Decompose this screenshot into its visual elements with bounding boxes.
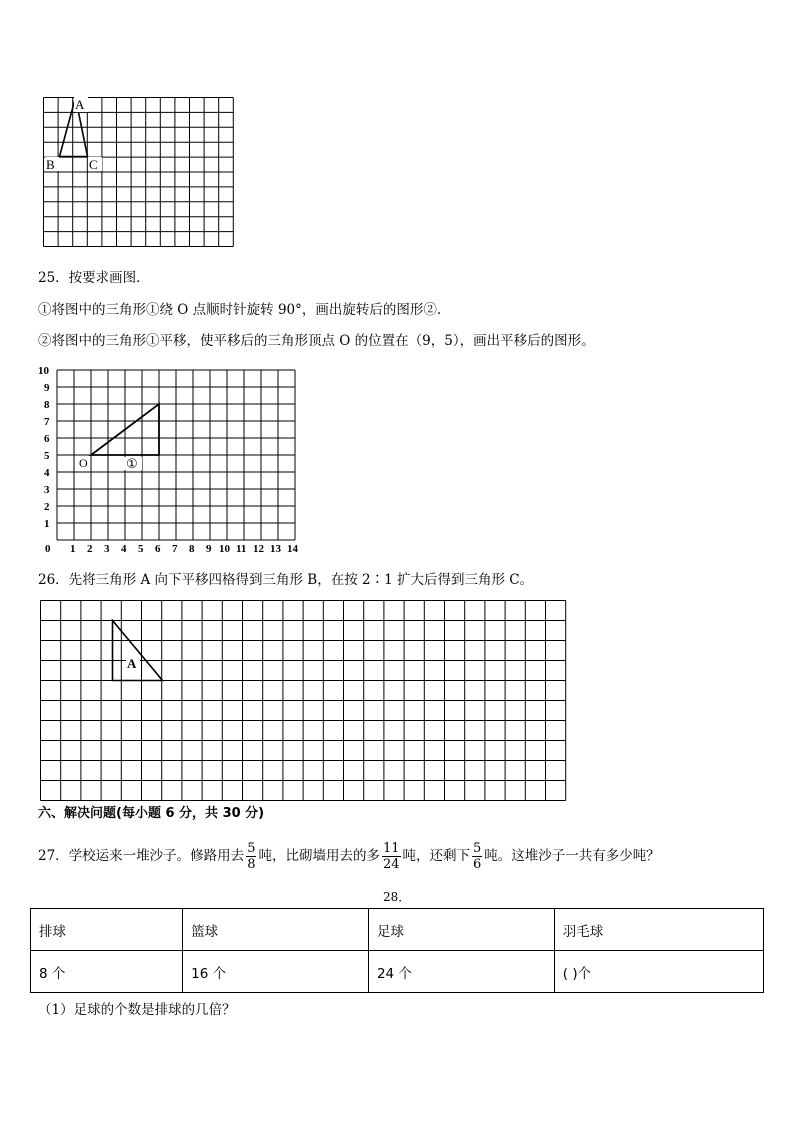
y-tick-label: 7 — [44, 416, 50, 428]
y-tick-label: 4 — [44, 467, 50, 479]
vertex-label-a: A — [75, 97, 85, 112]
fraction-5-6-denominator: 6 — [473, 857, 482, 872]
y-tick-label: 6 — [44, 433, 50, 445]
x-tick-label: 2 — [87, 543, 93, 555]
header-basketball: 篮球 — [183, 909, 369, 951]
y-tick-label: 10 — [38, 365, 49, 377]
table-header-row — [31, 909, 764, 951]
x-tick-label: 9 — [206, 543, 212, 555]
header-football: 足球 — [368, 909, 554, 951]
triangle-a — [113, 621, 163, 681]
point-o-label: O — [79, 456, 88, 470]
fraction-5-8 — [246, 841, 256, 872]
value-football: 24 个 — [368, 951, 554, 993]
x-tick-label: 7 — [172, 543, 178, 555]
q27-part3: 吨，还剩下 — [402, 848, 471, 864]
fraction-5-8-numerator: 5 — [247, 841, 256, 856]
q27-part1: 27．学校运来一堆沙子。修路用去 — [38, 848, 245, 864]
header-volleyball: 排球 — [31, 909, 183, 951]
value-volleyball: 8 个 — [31, 951, 183, 993]
fraction-11-24-numerator: 11 — [382, 841, 400, 856]
q25-title: 25．按要求画图． — [38, 270, 150, 286]
fraction-11-24 — [382, 841, 401, 872]
x-tick-label: 10 — [219, 543, 230, 555]
x-tick-label: 4 — [121, 543, 127, 555]
y-tick-label: 3 — [44, 484, 50, 496]
x-tick-label: 13 — [270, 543, 281, 555]
x-tick-label: 11 — [236, 543, 247, 555]
grid-figure-q26 — [38, 598, 574, 804]
q25-instruction-1: ①将图中的三角形①绕 O 点顺时针旋转 90°，画出旋转后的图形②. — [38, 302, 442, 318]
y-tick-label: 1 — [44, 518, 50, 530]
x-tick-label: 12 — [253, 543, 264, 555]
x-tick-label: 8 — [189, 543, 195, 555]
y-tick-label: 8 — [44, 399, 50, 411]
x-tick-label: 0 — [45, 543, 51, 555]
y-tick-label: 5 — [44, 450, 50, 462]
fraction-5-8-denominator: 8 — [247, 857, 256, 872]
x-tick-label: 1 — [70, 543, 76, 555]
y-tick-label: 2 — [44, 501, 50, 513]
vertex-label-b: B — [46, 157, 55, 172]
q26-text: 26．先将三角形 A 向下平移四格得到三角形 B，在按 2∶1 扩大后得到三角形 C。 — [38, 572, 534, 588]
header-badminton: 羽毛球 — [554, 909, 763, 951]
x-tick-label: 5 — [138, 543, 144, 555]
x-tick-label: 6 — [155, 543, 161, 555]
q27-text — [38, 836, 660, 876]
fraction-11-24-denominator: 24 — [382, 857, 400, 872]
q25-instruction-2: ②将图中的三角形①平移，使平移后的三角形顶点 O 的位置在（9，5），画出平移后的图形。 — [38, 333, 595, 349]
q28-label: 28． — [383, 890, 411, 904]
coordinate-grid-q25 — [36, 364, 316, 558]
triangle-1-label: ① — [126, 456, 138, 471]
section-6-heading: 六、解决问题(每小题 6 分，共 30 分) — [38, 806, 265, 821]
fraction-5-6-numerator: 5 — [473, 841, 482, 856]
table-value-row — [31, 951, 764, 993]
grid-figure-abc — [40, 94, 236, 250]
x-tick-label: 3 — [104, 543, 110, 555]
y-tick-label: 9 — [44, 382, 50, 394]
fraction-5-6 — [472, 841, 482, 872]
triangle-a-label: A — [127, 656, 137, 671]
q27-part4: 吨。这堆沙子一共有多少吨？ — [484, 848, 660, 864]
q28-subquestion-1: （1）足球的个数是排球的几倍？ — [38, 1002, 236, 1018]
q27-part2: 吨，比砌墙用去的多 — [258, 848, 380, 864]
value-badminton: ( )个 — [554, 951, 763, 993]
vertex-label-c: C — [89, 157, 98, 172]
x-tick-label: 14 — [287, 543, 298, 555]
ball-count-table — [30, 908, 764, 993]
value-basketball: 16 个 — [183, 951, 369, 993]
